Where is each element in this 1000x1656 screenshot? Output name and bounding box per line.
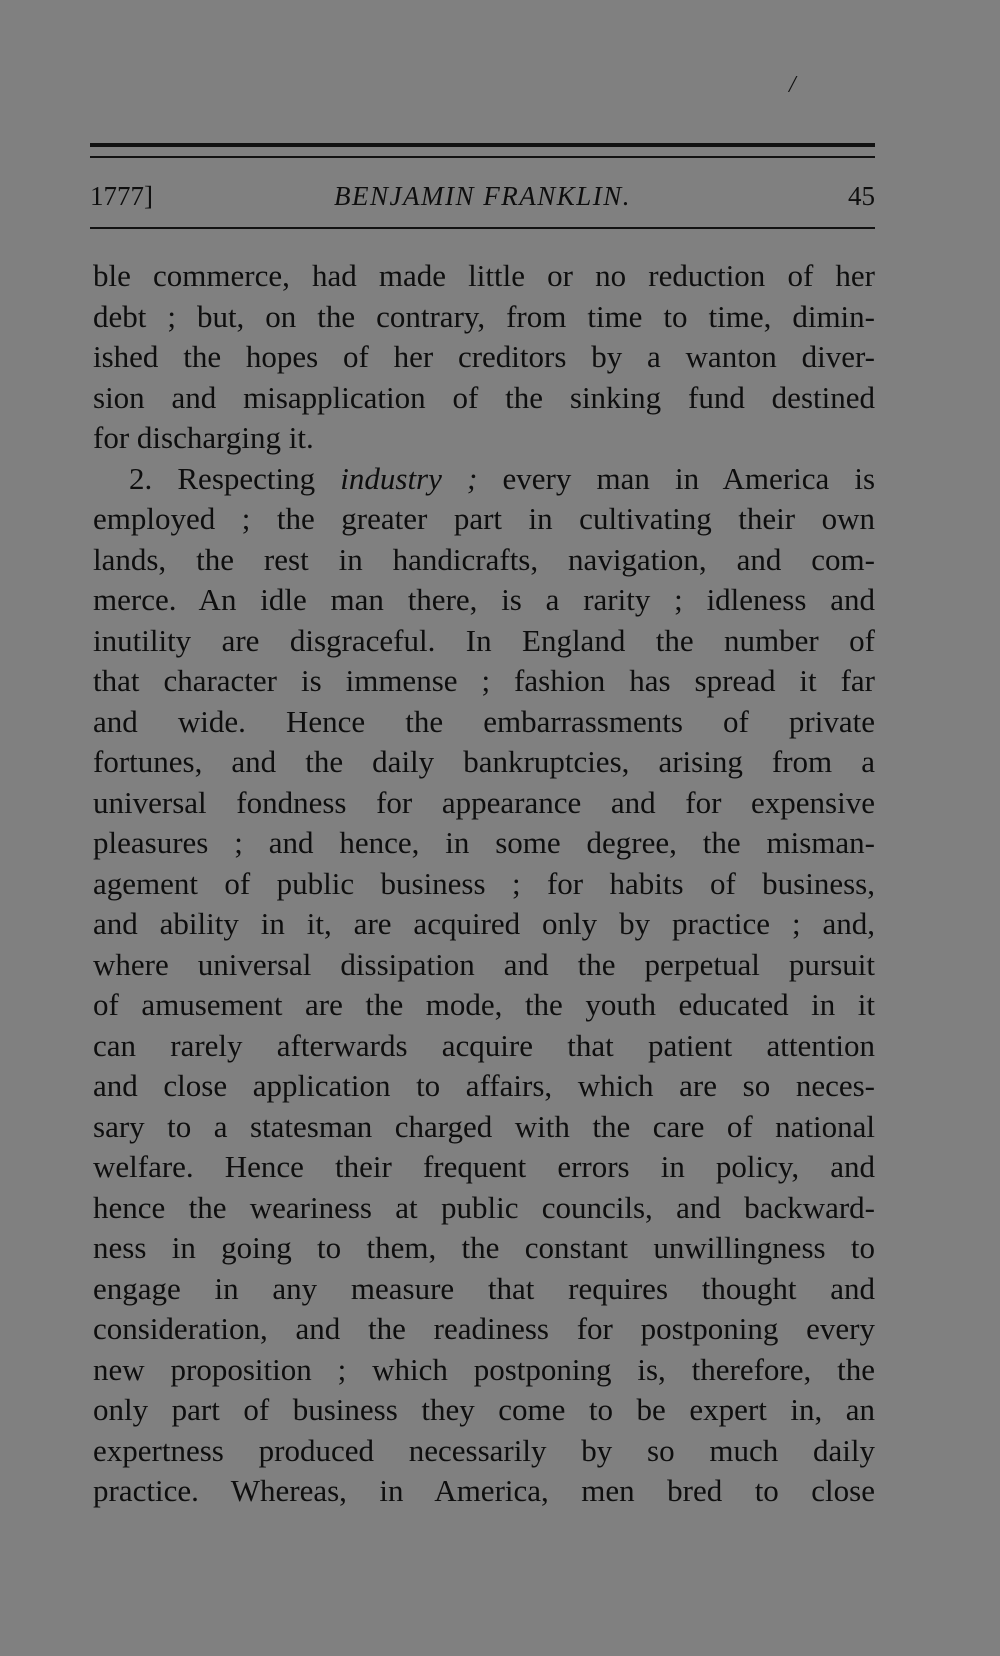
- text-line-paragraph-start: [93, 459, 875, 500]
- text-line: ness in going to them, the constant unwillingness to: [93, 1230, 875, 1265]
- header-rule-thin: [90, 156, 875, 158]
- text-line: employed ; the greater part in cultivating their own: [93, 501, 875, 536]
- text-line: only part of business they come to be expert in, an: [93, 1392, 875, 1427]
- text-line: pleasures ; and hence, in some degree, the misman-: [93, 825, 875, 860]
- text-line: ished the hopes of her creditors by a wanton diver-: [93, 339, 875, 374]
- text-line: debt ; but, on the contrary, from time to time, dimin-: [93, 298, 875, 334]
- text-segment: every man in America is: [502, 460, 875, 496]
- header-rule-bottom: [90, 227, 875, 229]
- text-line: and close application to affairs, which are so neces-: [93, 1068, 875, 1103]
- running-head: [90, 176, 875, 216]
- text-line: where universal dissipation and the perpetual pursuit: [93, 946, 875, 982]
- text-line: agement of public business ; for habits of business,: [93, 865, 875, 901]
- text-line: expertness produced necessarily by so much daily: [93, 1432, 875, 1468]
- text-line: engage in any measure that requires thought and: [93, 1270, 875, 1306]
- body-text: [93, 256, 875, 1512]
- text-line: inutility are disgraceful. In England the number of: [93, 622, 875, 658]
- text-line: and wide. Hence the embarrassments of private: [93, 703, 875, 739]
- header-rule-thick: [90, 143, 875, 147]
- text-line: welfare. Hence their frequent errors in policy, and: [93, 1149, 875, 1184]
- running-head-year: 1777]: [90, 181, 153, 211]
- text-line: of amusement are the mode, the youth educated in it: [93, 987, 875, 1022]
- text-line: hence the weariness at public councils, and backward-: [93, 1189, 875, 1225]
- text-line: that character is immense ; fashion has spread it far: [93, 663, 875, 698]
- text-line: practice. Whereas, in America, men bred to close: [93, 1473, 875, 1508]
- italic-word: industry ;: [340, 460, 478, 496]
- text-segment: 2. Respecting: [129, 460, 316, 496]
- text-line: and ability in it, are acquired only by practice ; and,: [93, 906, 875, 941]
- text-line: can rarely afterwards acquire that patient attention: [93, 1027, 875, 1063]
- text-line: lands, the rest in handicrafts, navigation, and com-: [93, 541, 875, 577]
- text-line: ble commerce, had made little or no reduction of her: [93, 258, 875, 293]
- text-line: sary to a statesman charged with the care of national: [93, 1108, 875, 1144]
- text-line: fortunes, and the daily bankruptcies, arising from a: [93, 744, 875, 779]
- text-line: merce. An idle man there, is a rarity ; idleness and: [93, 582, 875, 617]
- text-line: consideration, and the readiness for postponing every: [93, 1311, 875, 1346]
- text-line: universal fondness for appearance and for expensive: [93, 784, 875, 820]
- running-head-title: BENJAMIN FRANKLIN.: [334, 181, 631, 211]
- page-number: 45: [848, 181, 875, 211]
- text-line: for discharging it.: [93, 420, 314, 455]
- text-line: sion and misapplication of the sinking fund destined: [93, 379, 875, 415]
- text-line: new proposition ; which postponing is, therefore, the: [93, 1351, 875, 1387]
- stray-mark: /: [789, 72, 796, 98]
